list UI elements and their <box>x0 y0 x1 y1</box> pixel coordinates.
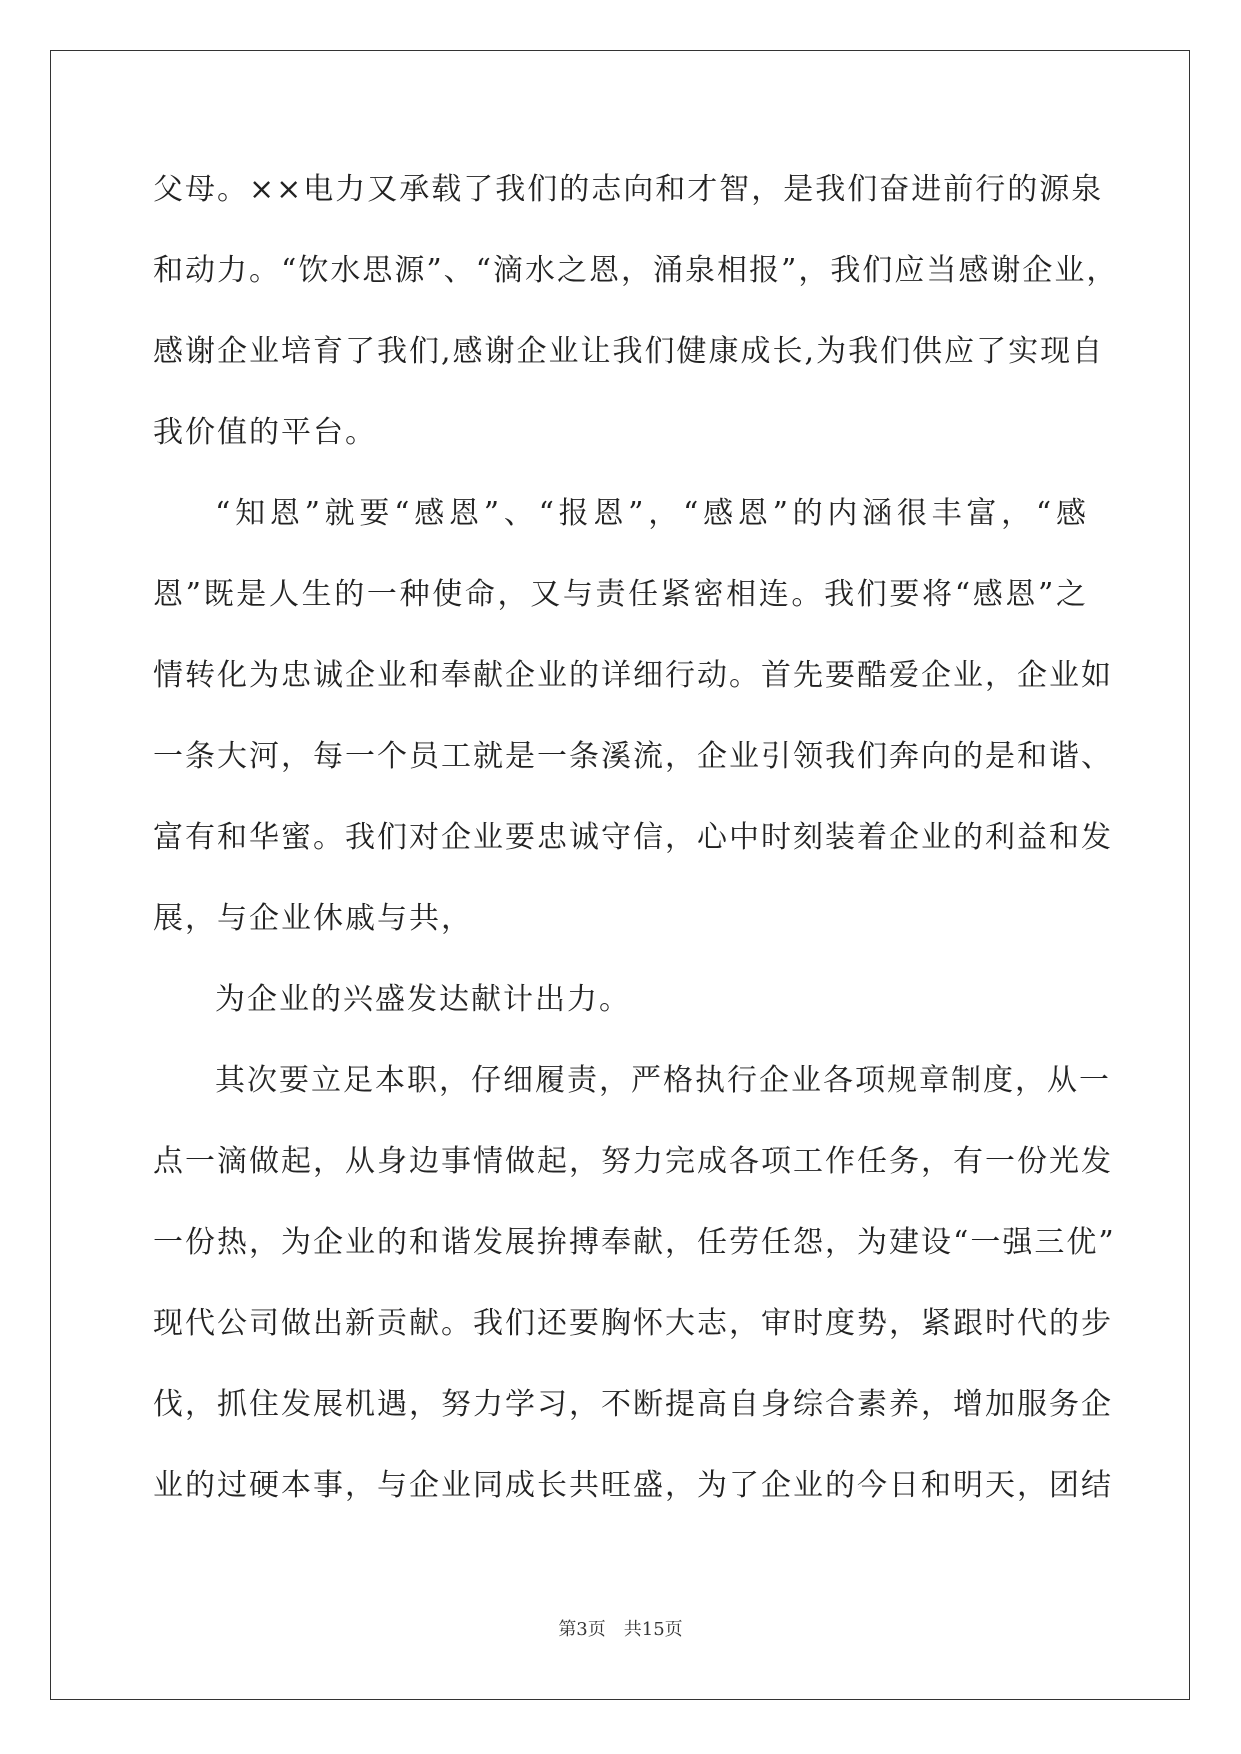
text-line-16: 伐，抓住发展机遇，努力学习，不断提高自身综合素养，增加服务企 <box>153 1387 1113 1422</box>
text-line-8: 一条大河，每一个员工就是一条溪流，企业引领我们奔向的是和谐、 <box>153 739 1113 774</box>
document-body <box>153 160 1119 1537</box>
text-line-5: “知恩”就要“感恩”、“报恩”，“感恩”的内涵很丰富，“感 <box>215 496 1088 531</box>
text-line-4: 我价值的平台。 <box>153 415 377 450</box>
text-line-7: 情转化为忠诚企业和奉献企业的详细行动。首先要酷爱企业，企业如 <box>153 658 1113 693</box>
text-line-6: 恩”既是人生的一种使命，又与责任紧密相连。我们要将“感恩”之 <box>153 577 1088 612</box>
page-number-footer: 第3页 共15页 <box>558 1619 683 1640</box>
text-line-13: 点一滴做起，从身边事情做起，努力完成各项工作任务，有一份光发 <box>153 1144 1113 1179</box>
text-line-10: 展，与企业休戚与共， <box>153 901 473 936</box>
text-line-17: 业的过硬本事，与企业同成长共旺盛，为了企业的今日和明天，团结 <box>153 1468 1113 1503</box>
text-line-11: 为企业的兴盛发达献计出力。 <box>215 982 631 1017</box>
text-line-1: 父母。××电力又承载了我们的志向和才智，是我们奋进前行的源泉 <box>153 172 1104 207</box>
text-line-14: 一份热，为企业的和谐发展拚搏奉献，任劳任怨，为建设“一强三优” <box>153 1225 1116 1260</box>
text-line-12: 其次要立足本职，仔细履责，严格执行企业各项规章制度，从一 <box>215 1063 1111 1098</box>
text-line-2: 和动力。“饮水思源”、“滴水之恩，涌泉相报”，我们应当感谢企业， <box>153 253 1119 288</box>
text-line-15: 现代公司做出新贡献。我们还要胸怀大志，审时度势，紧跟时代的步 <box>153 1306 1113 1341</box>
text-line-3: 感谢企业培育了我们,感谢企业让我们健康成长,为我们供应了实现自 <box>153 334 1105 369</box>
text-line-9: 富有和华蜜。我们对企业要忠诚守信，心中时刻装着企业的利益和发 <box>153 820 1113 855</box>
